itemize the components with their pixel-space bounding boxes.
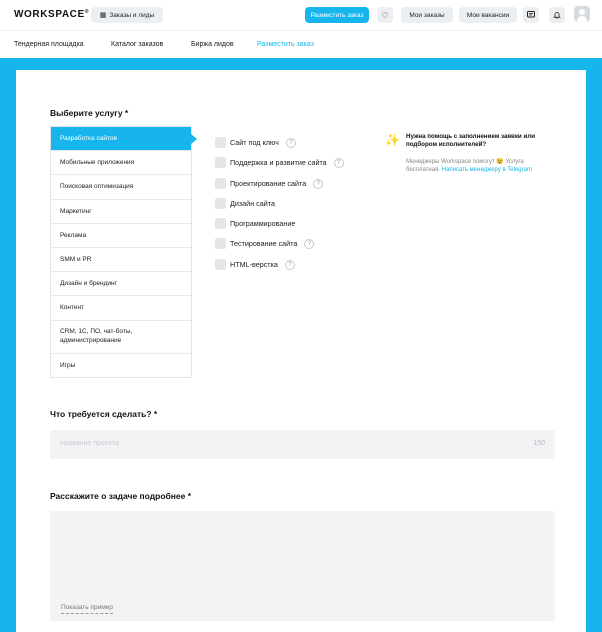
char-limit: 150 [533,440,545,447]
my-vacancies-button[interactable] [459,7,517,23]
service-item-advertising[interactable]: Реклама [51,224,191,248]
nav-orders-catalog[interactable]: Каталог заказов [111,41,164,48]
subservice-programming[interactable] [215,218,295,229]
subservice-html-markup[interactable] [215,259,295,270]
favorites-button[interactable] [377,7,393,23]
checkbox[interactable] [215,157,226,168]
notifications-button[interactable] [549,7,565,23]
nav-leads-exchange[interactable]: Биржа лидов [191,41,234,48]
help-text [406,158,546,175]
checkbox[interactable] [215,218,226,229]
messages-button[interactable] [523,7,539,23]
service-title: Выберите услугу * [50,108,129,118]
subservice-label: Поддержка и развитие сайта [230,158,327,167]
main-nav [0,30,602,58]
nav-post-order[interactable]: Разместить заказ [257,41,314,48]
service-list [50,126,192,378]
nav-tender-platform[interactable]: Тендерная площадка [14,41,84,48]
show-example-link[interactable]: Показать пример [61,604,113,614]
subservice-label: Дизайн сайта [230,199,275,208]
orders-and-leads-button[interactable] [91,7,163,23]
help-icon[interactable]: ? [313,179,323,189]
service-item-web-development[interactable]: Разработка сайтов [51,127,191,151]
subservice-turnkey-site[interactable] [215,137,296,148]
heart-icon: ♡ [381,10,389,20]
subservice-label: Тестирование сайта [230,239,298,248]
service-item-mobile-apps[interactable]: Мобильные приложения [51,151,191,175]
message-icon [527,11,535,19]
checkbox[interactable] [215,198,226,209]
project-title-placeholder: Название проекта [60,440,119,447]
grid-icon: ▦ [99,12,107,19]
subservice-site-design-planning[interactable] [215,178,323,189]
subservice-site-design[interactable] [215,198,275,209]
help-icon[interactable]: ? [334,158,344,168]
help-title: Нужна помощь с заполнением заявки или подбором исполнителей? [406,133,535,149]
my-orders-button[interactable] [401,7,453,23]
orders-and-leads-label: Заказы и лиды [109,11,155,19]
task-description-textarea[interactable] [50,511,555,621]
service-item-smm-pr[interactable]: SMM и PR [51,248,191,272]
telegram-manager-link[interactable]: Написать менеджеру в Telegram [441,167,532,174]
subservice-site-support[interactable] [215,157,344,168]
service-item-seo[interactable]: Поисковая оптимизация [51,175,191,199]
service-item-crm-software[interactable]: CRM, 1С, ПО, чат-боты, администрирование [51,321,191,354]
help-icon[interactable]: ? [286,138,296,148]
subservice-label: Сайт под ключ [230,138,279,147]
bell-icon [553,11,561,19]
my-orders-label: Мои заказы [409,11,445,19]
subservice-label: HTML-верстка [230,260,278,269]
top-bar [0,0,602,30]
checkbox[interactable] [215,259,226,270]
checkbox[interactable] [215,238,226,249]
post-order-button[interactable] [305,7,369,23]
subservice-label: Программирование [230,219,296,228]
workspace-logo[interactable]: WORKSPACE® [14,9,90,20]
service-item-content[interactable]: Контент [51,296,191,320]
service-item-games[interactable]: Игры [60,362,76,370]
post-order-label: Разместить заказ [310,11,364,19]
help-icon[interactable]: ? [304,239,314,249]
task-description-title: Расскажите о задаче подробнее * [50,491,192,501]
checkbox[interactable] [215,178,226,189]
help-description: Менеджеры Workspace помогут 😉 Услуга бесплатная. [406,159,524,174]
subservice-testing[interactable] [215,238,314,249]
subservice-label: Проектирование сайта [230,179,307,188]
checkbox[interactable] [215,137,226,148]
project-title-input[interactable] [50,430,555,459]
sparkle-icon: ✨ [385,133,400,147]
help-icon[interactable]: ? [285,260,295,270]
what-to-do-title: Что требуется сделать? * [50,409,158,419]
service-item-marketing[interactable]: Маркетинг [51,200,191,224]
my-vacancies-label: Мои вакансии [466,11,510,19]
avatar[interactable] [574,6,590,22]
service-item-design-branding[interactable]: Дизайн и брендинг [51,272,191,296]
